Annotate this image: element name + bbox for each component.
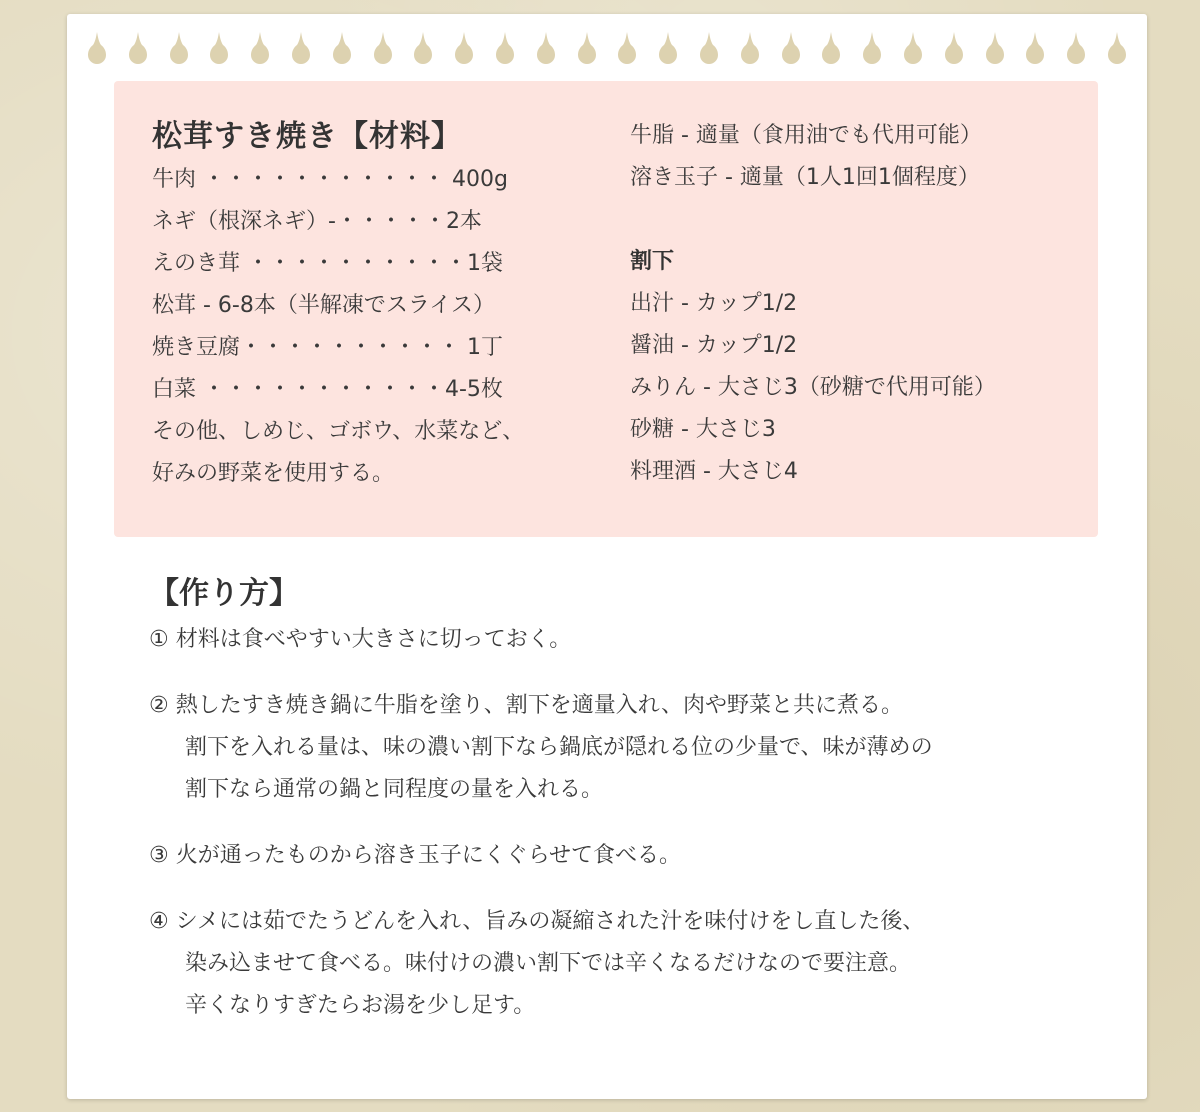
binding-hole-icon	[535, 30, 557, 64]
step-text: 割下なら通常の鍋と同程度の量を入れる。	[185, 777, 604, 802]
step-text: 辛くなりすぎたらお湯を少し足す。	[185, 993, 536, 1018]
binding-hole-icon	[576, 30, 598, 64]
binding-hole-icon	[290, 30, 312, 64]
binding-hole-icon	[616, 30, 638, 64]
ingredient-item: ネギ（根深ネギ）-・・・・・2本	[152, 209, 482, 234]
binding-hole-icon	[861, 30, 883, 64]
ingredients-right-column	[630, 115, 1090, 493]
step-text: ③ 火が通ったものから溶き玉子にくぐらせて食べる。	[149, 843, 682, 868]
method-step-1	[149, 619, 1109, 661]
binding-hole-icon	[494, 30, 516, 64]
ingredient-item: 焼き豆腐・・・・・・・・・・ 1丁	[152, 335, 503, 360]
binding-hole-icon	[820, 30, 842, 64]
binding-hole-icon	[127, 30, 149, 64]
warishita-item: 砂糖 - 大さじ3	[630, 417, 776, 442]
binding-hole-icon	[249, 30, 271, 64]
step-text: ② 熱したすき焼き鍋に牛脂を塗り、割下を適量入れ、肉や野菜と共に煮る。	[149, 693, 904, 718]
method-step-2	[149, 685, 1109, 811]
step-text: ① 材料は食べやすい大きさに切っておく。	[149, 627, 572, 652]
step-text: 割下を入れる量は、味の濃い割下なら鍋底が隠れる位の少量で、味が薄めの	[185, 735, 933, 760]
binding-hole-icon	[453, 30, 475, 64]
warishita-item: 出汁 - カップ1/2	[630, 291, 798, 316]
ingredient-note: その他、しめじ、ゴボウ、水菜など、	[152, 419, 525, 444]
ingredient-item: 牛肉 ・・・・・・・・・・・ 400g	[152, 167, 508, 192]
binding-hole-icon	[780, 30, 802, 64]
method-section	[149, 569, 1109, 1051]
binding-hole-icon	[331, 30, 353, 64]
method-step-4	[149, 901, 1109, 1027]
binding-hole-icon	[698, 30, 720, 64]
binding-hole-icon	[943, 30, 965, 64]
ingredient-note: 好みの野菜を使用する。	[152, 461, 395, 486]
warishita-item: 料理酒 - 大さじ4	[630, 459, 798, 484]
binding-hole-icon	[1106, 30, 1128, 64]
method-step-3	[149, 835, 1109, 877]
binding-hole-icon	[1065, 30, 1087, 64]
recipe-card	[67, 14, 1147, 1099]
warishita-item: みりん - 大さじ3（砂糖で代用可能）	[630, 375, 996, 400]
ingredients-box	[114, 81, 1098, 537]
binding-hole-icon	[372, 30, 394, 64]
ingredient-item: 牛脂 - 適量（食用油でも代用可能）	[630, 123, 982, 148]
binding-hole-icon	[902, 30, 924, 64]
binding-hole-icon	[86, 30, 108, 64]
warishita-item: 醤油 - カップ1/2	[630, 333, 798, 358]
method-title: 【作り方】	[149, 576, 299, 611]
ingredient-item: 松茸 - 6-8本（半解凍でスライス）	[152, 293, 495, 318]
step-text: 染み込ませて食べる。味付けの濃い割下では辛くなるだけなので要注意。	[185, 951, 912, 976]
binding-hole-icon	[208, 30, 230, 64]
binding-hole-icon	[739, 30, 761, 64]
binding-hole-icon	[984, 30, 1006, 64]
binding-hole-icon	[657, 30, 679, 64]
ingredient-item: えのき茸 ・・・・・・・・・・1袋	[152, 251, 503, 276]
ingredient-item: 白菜 ・・・・・・・・・・・4-5枚	[152, 377, 503, 402]
binding-holes	[67, 30, 1147, 70]
binding-hole-icon	[1024, 30, 1046, 64]
binding-hole-icon	[412, 30, 434, 64]
warishita-heading: 割下	[630, 249, 675, 274]
ingredient-item: 溶き玉子 - 適量（1人1回1個程度）	[630, 165, 980, 190]
ingredients-title: 松茸すき焼き【材料】	[152, 119, 462, 154]
ingredients-left-column	[152, 115, 592, 495]
binding-hole-icon	[168, 30, 190, 64]
step-text: ④ シメには茹でたうどんを入れ、旨みの凝縮された汁を味付けをし直した後、	[149, 909, 925, 934]
